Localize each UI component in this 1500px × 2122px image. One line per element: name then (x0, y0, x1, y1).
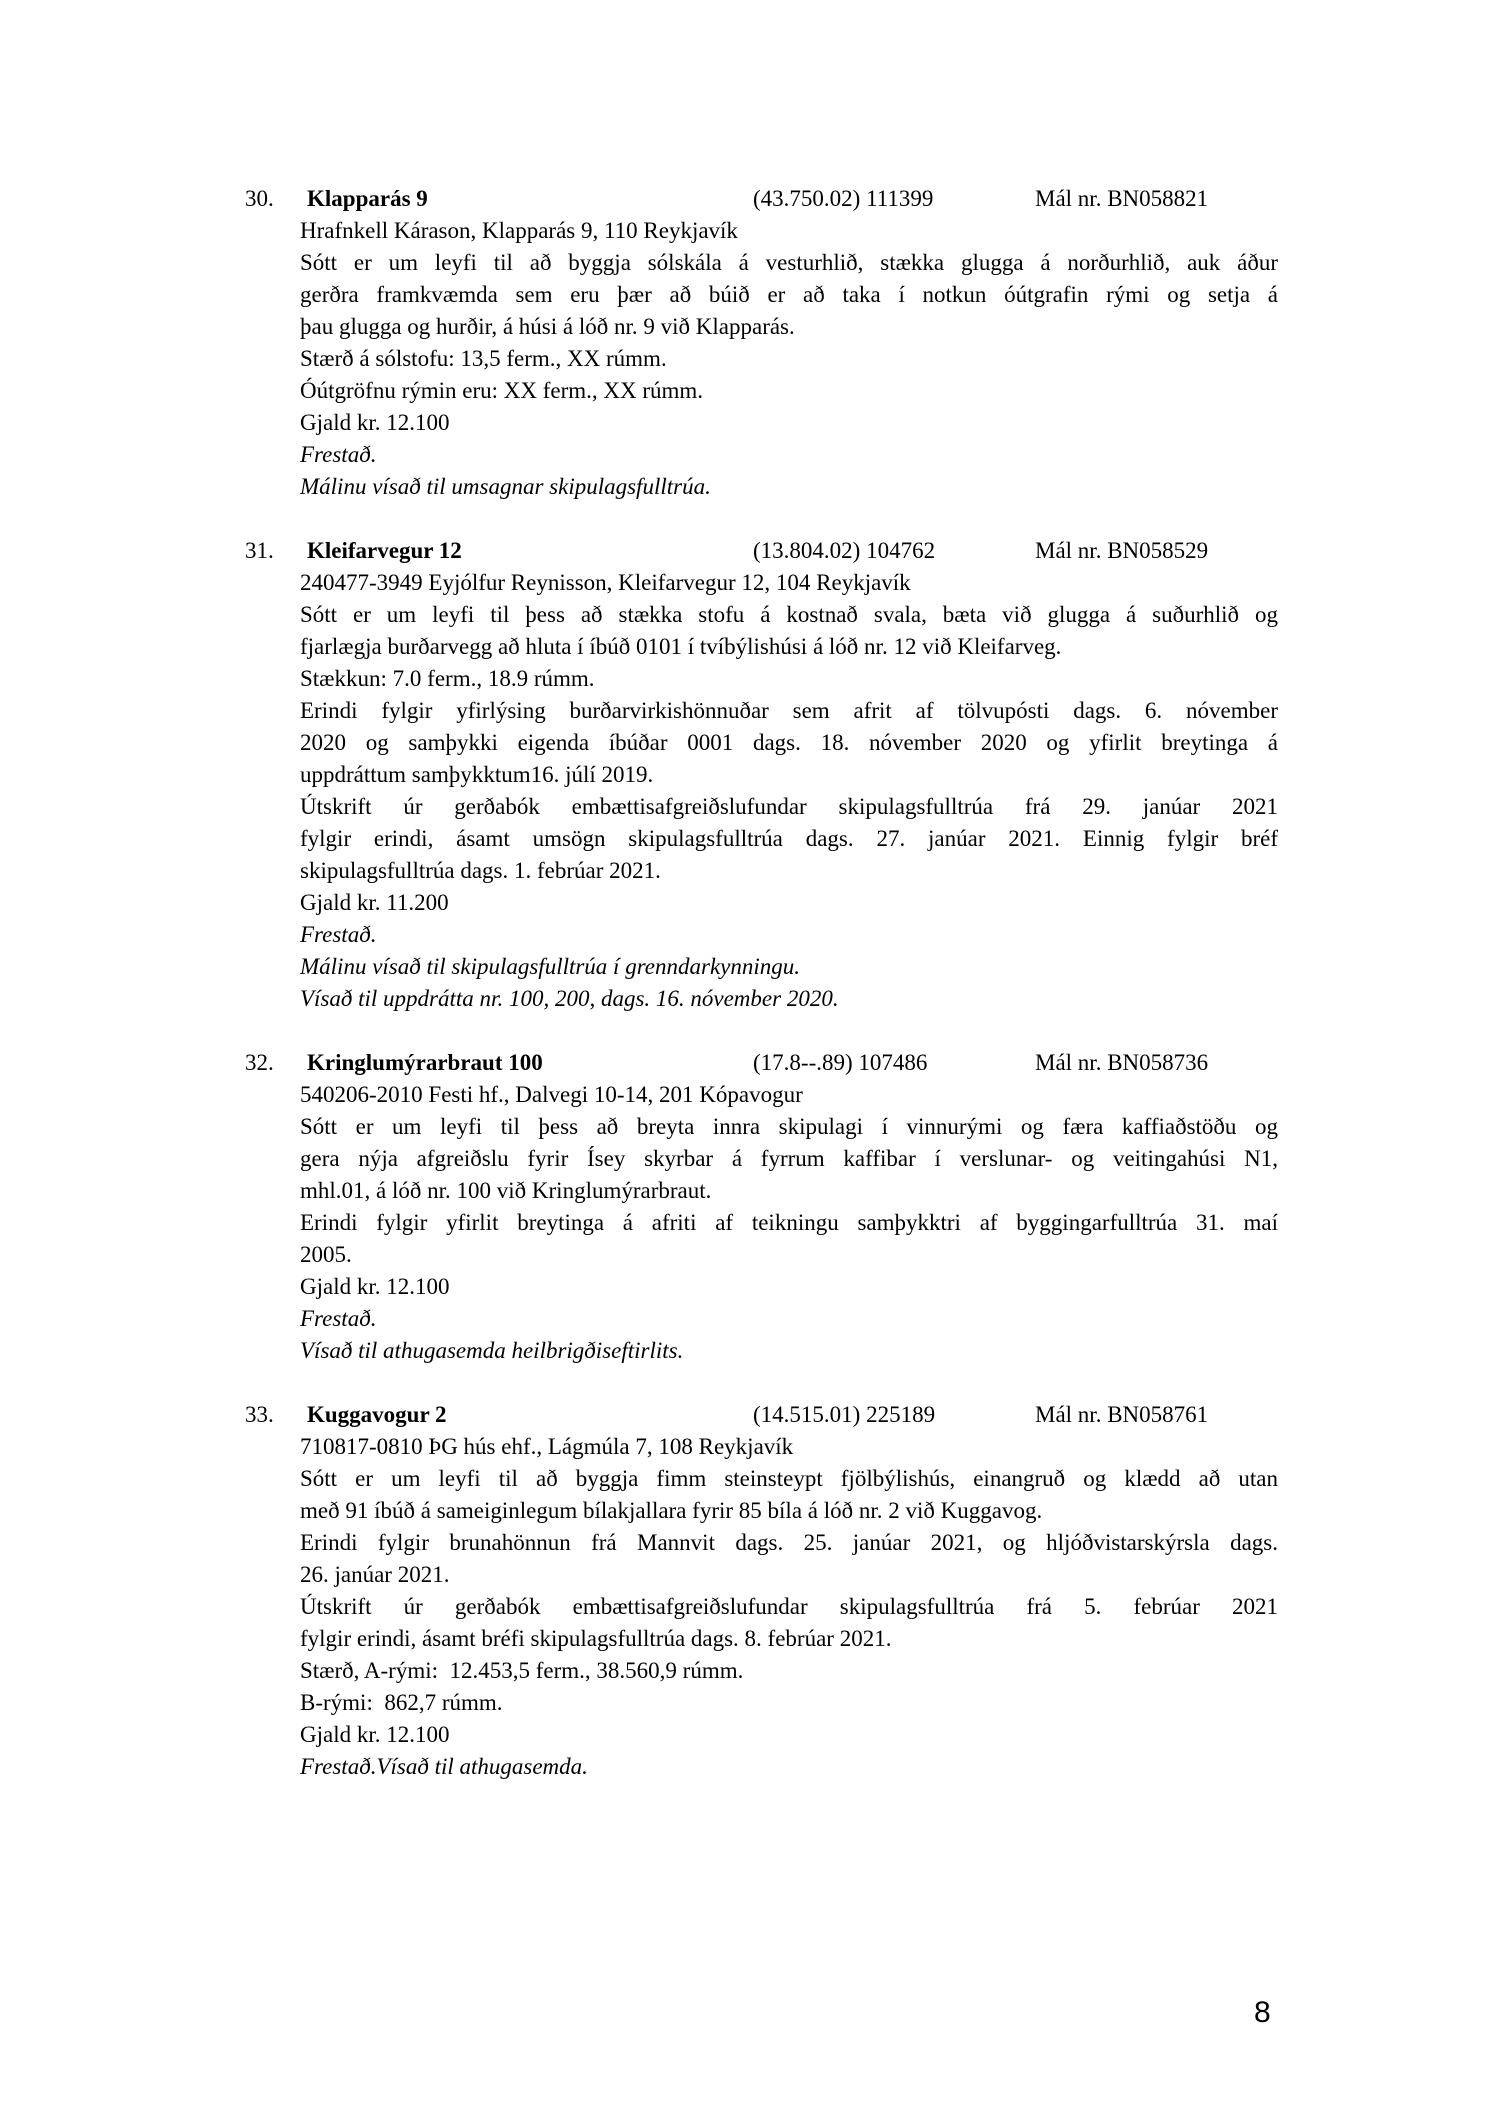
item-title: Kuggavogur 2 (307, 1402, 447, 1427)
item-body (300, 567, 1278, 1015)
item-body (300, 215, 1278, 503)
item-line: Gjald kr. 12.100 (300, 1722, 450, 1747)
item-line: mhl.01, á lóð nr. 100 við Kringlumýrarbraut. (300, 1178, 712, 1203)
item-line: Sótt er um leyfi til þess að breyta innra skipulagi í vinnurými og færa kaffiaðstöðu og (300, 1114, 1278, 1139)
item-line: 240477-3949 Eyjólfur Reynisson, Kleifarvegur 12, 104 Reykjavík (300, 570, 911, 595)
item-line: Málinu vísað til skipulagsfulltrúa í grenndarkynningu. (300, 954, 801, 979)
item-case-number: Mál nr. BN058529 (1035, 538, 1209, 563)
item-line: Óútgröfnu rýmin eru: XX ferm., XX rúmm. (300, 378, 704, 403)
item-line: Vísað til uppdrátta nr. 100, 200, dags. 16. nóvember 2020. (300, 986, 839, 1011)
item-line: B-rými: 862,7 rúmm. (300, 1690, 503, 1715)
item-line: Frestað. (300, 442, 377, 467)
item-title: Kleifarvegur 12 (307, 538, 462, 563)
item-line: með 91 íbúð á sameiginlegum bílakjallara fyrir 85 bíla á lóð nr. 2 við Kuggavog. (300, 1498, 1043, 1523)
item-line: 540206-2010 Festi hf., Dalvegi 10-14, 201 Kópavogur (300, 1082, 803, 1107)
item-line: gera nýja afgreiðslu fyrir Ísey skyrbar á fyrrum kaffibar í verslunar- og veitingahúsi N1, (300, 1146, 1278, 1171)
item-line: Erindi fylgir yfirlýsing burðarvirkishönnuðar sem afrit af tölvupósti dags. 6. nóvember (300, 698, 1278, 723)
agenda-item-header (0, 183, 1500, 215)
item-number: 33. (245, 1402, 274, 1427)
item-code: (13.804.02) 104762 (753, 538, 936, 563)
agenda-item-header (0, 1047, 1500, 1079)
agenda-item (0, 535, 1500, 1015)
item-title: Kringlumýrarbraut 100 (307, 1050, 543, 1075)
agenda-items (0, 183, 1500, 1815)
item-line: Hrafnkell Kárason, Klapparás 9, 110 Reykjavík (300, 218, 738, 243)
item-line: Frestað. (300, 1306, 377, 1331)
agenda-item (0, 183, 1500, 503)
item-line: Gjald kr. 12.100 (300, 410, 450, 435)
item-line: fjarlægja burðarvegg að hluta í íbúð 0101 í tvíbýlishúsi á lóð nr. 12 við Kleifarveg. (300, 634, 1062, 659)
item-line: fylgir erindi, ásamt bréfi skipulagsfulltrúa dags. 8. febrúar 2021. (300, 1626, 892, 1651)
item-line: Stærð, A-rými: 12.453,5 ferm., 38.560,9 rúmm. (300, 1658, 744, 1683)
item-line: 26. janúar 2021. (300, 1562, 450, 1587)
item-number: 32. (245, 1050, 274, 1075)
item-number: 31. (245, 538, 274, 563)
item-line: Stærð á sólstofu: 13,5 ferm., XX rúmm. (300, 346, 667, 371)
item-body (300, 1079, 1278, 1367)
agenda-item (0, 1399, 1500, 1783)
item-line: 2005. (300, 1242, 352, 1267)
item-line: Útskrift úr gerðabók embættisafgreiðslufundar skipulagsfulltrúa frá 5. febrúar 2021 (300, 1594, 1278, 1619)
item-line: Frestað. (300, 922, 377, 947)
item-line: fylgir erindi, ásamt umsögn skipulagsfulltrúa dags. 27. janúar 2021. Einnig fylgir bréf (300, 826, 1278, 851)
item-line: Stækkun: 7.0 ferm., 18.9 rúmm. (300, 666, 595, 691)
item-line: Sótt er um leyfi til að byggja fimm steinsteypt fjölbýlishús, einangruð og klædd að utan (300, 1466, 1278, 1491)
item-line: Erindi fylgir brunahönnun frá Mannvit dags. 25. janúar 2021, og hljóðvistarskýrsla dags. (300, 1530, 1278, 1555)
item-body (300, 1431, 1278, 1783)
item-line: Sótt er um leyfi til þess að stækka stofu á kostnað svala, bæta við glugga á suðurhlið og (300, 602, 1278, 627)
item-case-number: Mál nr. BN058736 (1035, 1050, 1209, 1075)
item-case-number: Mál nr. BN058761 (1035, 1402, 1209, 1427)
item-line: uppdráttum samþykktum16. júlí 2019. (300, 762, 654, 787)
item-line: þau glugga og hurðir, á húsi á lóð nr. 9 við Klapparás. (300, 314, 795, 339)
page-number: 8 (1254, 1996, 1271, 2029)
item-line: 2020 og samþykki eigenda íbúðar 0001 dags. 18. nóvember 2020 og yfirlit breytinga á (300, 730, 1278, 755)
item-line: Málinu vísað til umsagnar skipulagsfulltrúa. (300, 474, 711, 499)
item-line: Gjald kr. 11.200 (300, 890, 449, 915)
item-line: 710817-0810 ÞG hús ehf., Lágmúla 7, 108 Reykjavík (300, 1434, 794, 1459)
item-title: Klapparás 9 (307, 186, 428, 211)
agenda-item (0, 1047, 1500, 1367)
agenda-item-header (0, 535, 1500, 567)
item-line: skipulagsfulltrúa dags. 1. febrúar 2021. (300, 858, 661, 883)
item-line: Gjald kr. 12.100 (300, 1274, 450, 1299)
item-code: (43.750.02) 111399 (753, 186, 934, 211)
agenda-item-header (0, 1399, 1500, 1431)
item-line: Vísað til athugasemda heilbrigðiseftirlits. (300, 1338, 684, 1363)
item-number: 30. (245, 186, 274, 211)
item-line: gerðra framkvæmda sem eru þær að búið er að taka í notkun óútgrafin rými og setja á (300, 282, 1278, 307)
item-code: (14.515.01) 225189 (753, 1402, 936, 1427)
item-line: Erindi fylgir yfirlit breytinga á afriti af teikningu samþykktri af byggingarfulltrúa 31. maí (300, 1210, 1278, 1235)
item-line: Útskrift úr gerðabók embættisafgreiðslufundar skipulagsfulltrúa frá 29. janúar 2021 (300, 794, 1278, 819)
item-code: (17.8--.89) 107486 (753, 1050, 928, 1075)
item-line: Frestað.Vísað til athugasemda. (300, 1754, 588, 1779)
item-line: Sótt er um leyfi til að byggja sólskála á vesturhlið, stækka glugga á norðurhlið, auk áður (300, 250, 1278, 275)
item-case-number: Mál nr. BN058821 (1035, 186, 1209, 211)
